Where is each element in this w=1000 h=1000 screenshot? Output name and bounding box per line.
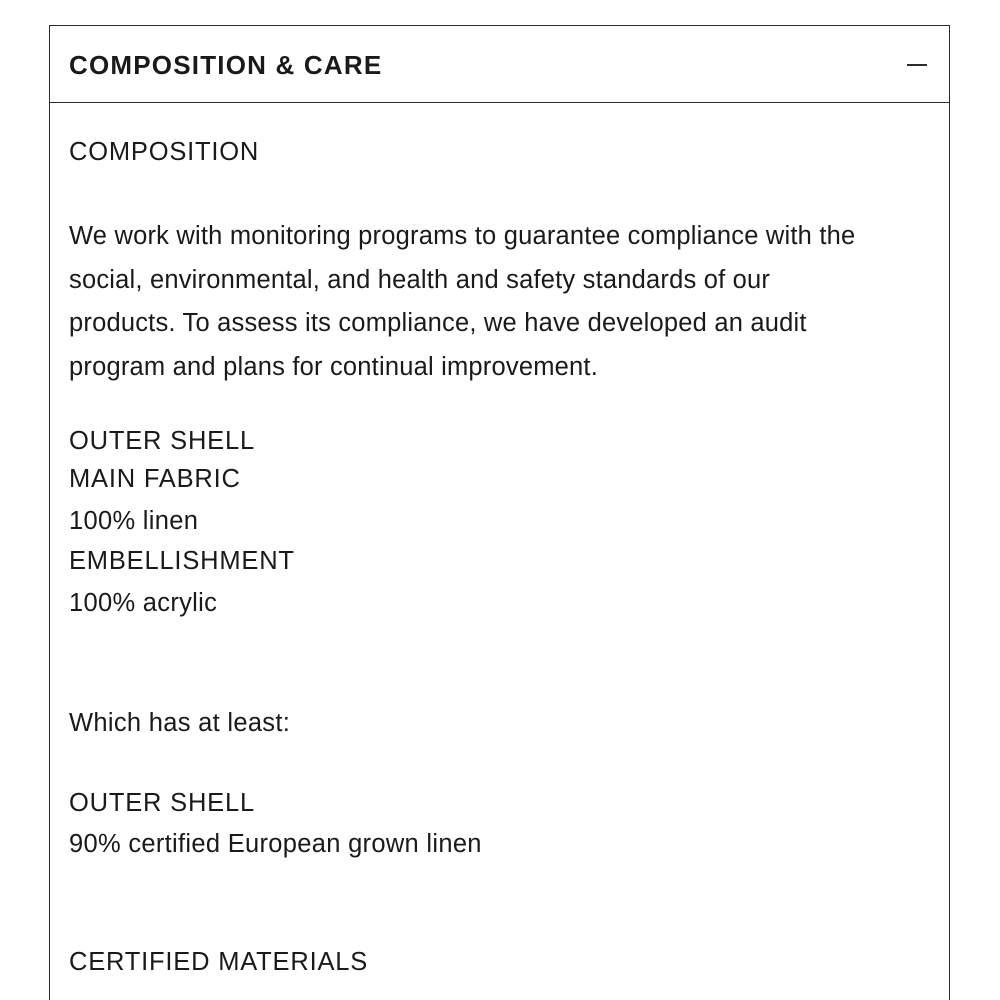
certified-outer-shell-value: 90% certified European grown linen xyxy=(69,830,482,858)
paragraph-line: We work with monitoring programs to guarantee compliance with the xyxy=(69,222,856,250)
composition-heading: COMPOSITION xyxy=(69,138,260,166)
embellishment-label: EMBELLISHMENT xyxy=(69,547,295,575)
minus-icon[interactable] xyxy=(907,64,927,66)
paragraph-line: program and plans for continual improvement. xyxy=(69,352,598,381)
paragraph-line: products. To assess its compliance, we have developed an audit xyxy=(69,309,807,337)
embellishment-value: 100% acrylic xyxy=(69,589,218,617)
main-fabric-label: MAIN FABRIC xyxy=(69,465,241,493)
section-title: COMPOSITION & CARE xyxy=(69,50,383,80)
which-has-label: Which has at least: xyxy=(69,709,291,737)
certified-outer-shell-label: OUTER SHELL xyxy=(69,789,255,817)
outer-shell-label: OUTER SHELL xyxy=(69,427,255,455)
main-fabric-value: 100% linen xyxy=(69,507,199,535)
paragraph-line: social, environmental, and health and safety standards of our xyxy=(69,265,771,294)
composition-care-header[interactable] xyxy=(50,26,949,103)
certified-materials-heading: CERTIFIED MATERIALS xyxy=(69,948,369,976)
compliance-paragraph xyxy=(69,215,929,389)
composition-care-panel xyxy=(49,25,950,1000)
